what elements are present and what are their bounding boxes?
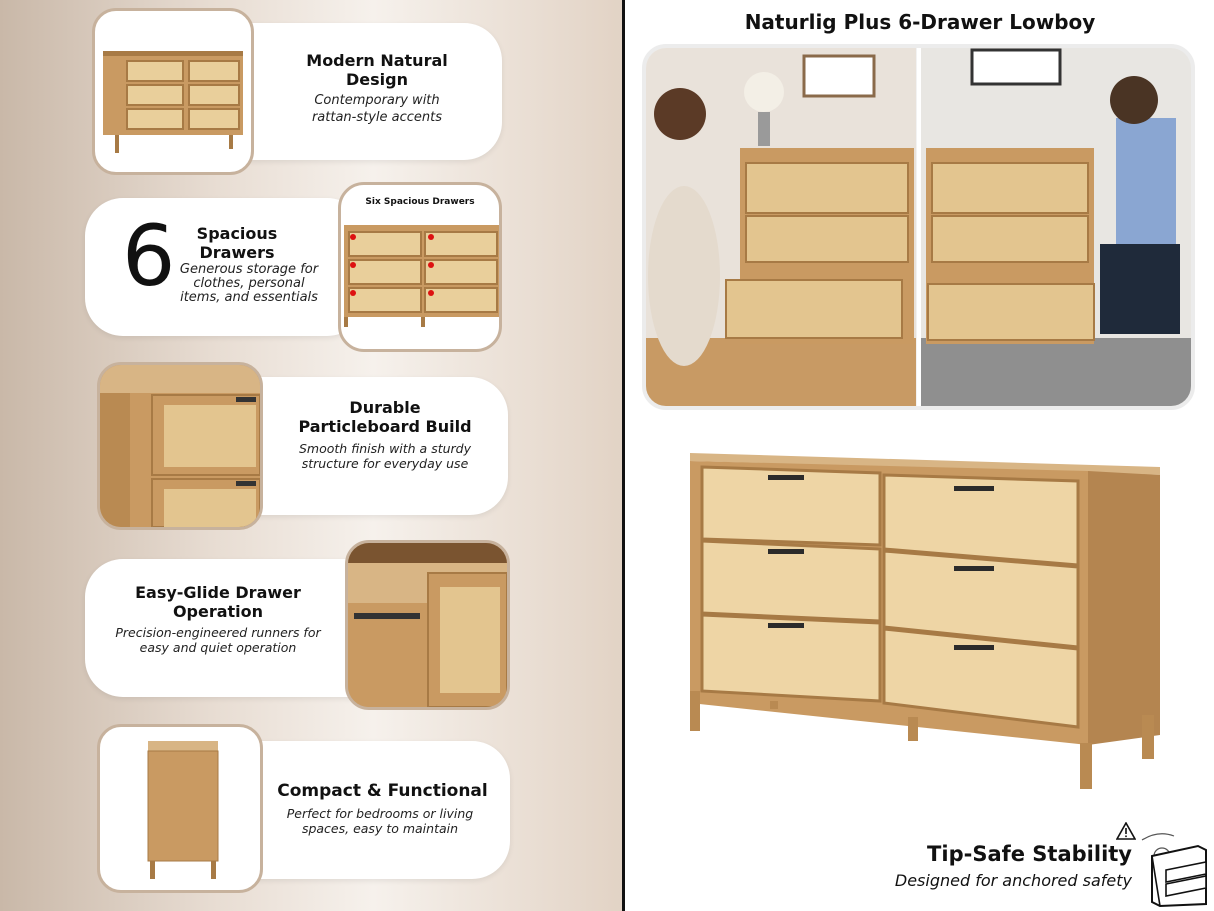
thumb-dresser-front: [92, 8, 254, 175]
panel-divider: [622, 0, 625, 911]
warning-icon: [1116, 822, 1136, 845]
thumb-drawer-runner: [345, 540, 510, 710]
card-title-glide: Easy-Glide Drawer Operation: [135, 583, 301, 621]
lifestyle-photos: [642, 44, 1195, 410]
thumb-caption: Six Spacious Drawers: [365, 197, 475, 207]
card-title-compact: Compact & Functional: [277, 781, 488, 801]
thumb-corner-closeup: [97, 362, 263, 530]
card-desc-drawers: Generous storage for clothes, personal items, and essentials: [179, 262, 319, 305]
card-desc-glide: Precision-engineered runners for easy and quiet operation: [115, 625, 321, 655]
drawer-count: 6: [122, 207, 176, 305]
thumb-dresser-side: [97, 724, 263, 893]
card-title-drawers: Spacious Drawers: [196, 224, 278, 262]
tip-safe-title: Tip-Safe Stability: [927, 842, 1132, 866]
product-title: Naturlig Plus 6-Drawer Lowboy: [744, 10, 1096, 34]
card-title-design: Modern Natural Design: [306, 51, 448, 89]
tip-safe-dresser-icon: [1138, 826, 1210, 911]
card-title-build: Durable Particleboard Build: [298, 398, 472, 436]
thumb-six-drawers: [338, 182, 502, 352]
tip-safe-subtitle: Designed for anchored safety: [894, 871, 1132, 890]
card-desc-compact: Perfect for bedrooms or living spaces, easy to maintain: [286, 806, 474, 836]
card-desc-build: Smooth finish with a sturdy structure for everyday use: [298, 441, 471, 471]
card-desc-design: Contemporary with rattan-style accents: [311, 93, 443, 125]
dresser-product-image: [684, 445, 1164, 795]
